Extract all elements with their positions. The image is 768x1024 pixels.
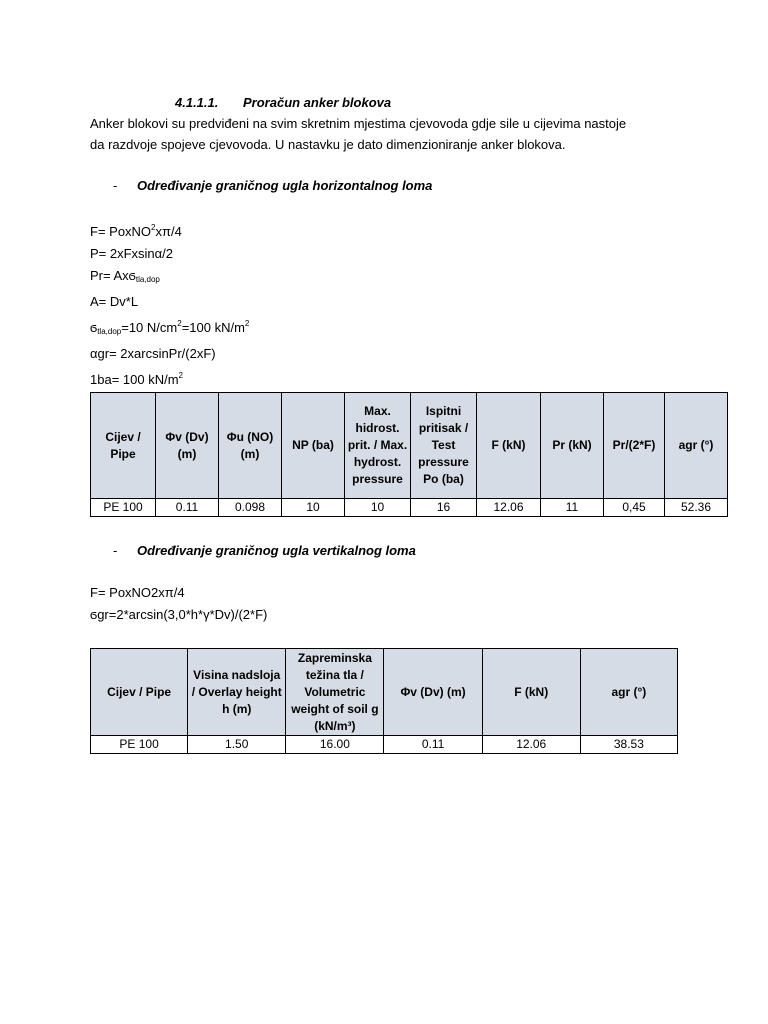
formula-sigma: $ϭ_{tla,dop}=10$ $N/cm^2=100$ $kN/m^2$	[90, 319, 250, 336]
vertical-title: Određivanje graničnog ugla vertikalnog loma	[137, 543, 416, 558]
table-header: Φu (NO) (m)	[219, 393, 282, 499]
table-header: Pr (kN)	[541, 393, 604, 499]
table-cell: 10	[345, 499, 411, 517]
table-row	[91, 499, 728, 517]
table-header-row	[91, 649, 678, 736]
formula-f: F= PoxNO$^2$xπ/4	[90, 223, 182, 239]
table-cell: 16	[411, 499, 477, 517]
table-cell: 52.36	[665, 499, 728, 517]
table-cell: 12.06	[477, 499, 541, 517]
table-cell: 16.00	[286, 736, 384, 754]
table-header: Φv (Dv) (m)	[384, 649, 482, 736]
horizontal-subheading	[113, 178, 432, 193]
bullet-dash: -	[113, 543, 118, 558]
intro-line-2: da razdvoje spojeve cjevovoda. U nastavku je dato dimenzioniranje anker blokova.	[90, 137, 566, 152]
table-cell: 38.53	[580, 736, 677, 754]
table-header: F (kN)	[477, 393, 541, 499]
bullet-dash: -	[113, 178, 118, 193]
section-title: Proračun anker blokova	[243, 95, 392, 110]
table-cell: 0.11	[156, 499, 219, 517]
table-header: Visina nadsloja / Overlay height h (m)	[188, 649, 286, 736]
section-heading	[175, 95, 391, 110]
table-header: agr (°)	[580, 649, 677, 736]
vertical-formulas	[90, 582, 267, 626]
table-cell: 12.06	[482, 736, 580, 754]
formula-pr: Pr= Axϭ$_{tla,dop}$	[90, 268, 160, 284]
table-cell: 0.11	[384, 736, 482, 754]
formula-ba: 1ba= 100 $kN/m^2$	[90, 371, 183, 387]
table-header: Cijev / Pipe	[91, 649, 188, 736]
horizontal-table	[90, 392, 728, 517]
formula-p: P= 2xFxsinα/2	[90, 246, 174, 261]
table-header: Cijev / Pipe	[91, 393, 156, 499]
table-header: agr (°)	[665, 393, 728, 499]
table-header: Ispitni pritisak / Test pressure Po (ba)	[411, 393, 477, 499]
horizontal-formulas	[90, 217, 249, 391]
table-cell: PE 100	[91, 736, 188, 754]
horizontal-title: Određivanje graničnog ugla horizontalnog loma	[137, 178, 433, 193]
formula-alpha: αgr= 2xarcsinPr/(2xF)	[90, 346, 216, 361]
table-cell: PE 100	[91, 499, 156, 517]
table-row	[91, 736, 678, 754]
vertical-subheading	[113, 543, 416, 558]
formula-sigma-gr: ϭgr=2*arcsin(3,0*h*γ*Dv)/(2*F)	[90, 607, 268, 622]
intro-line-1: Anker blokovi su predviđeni na svim skretnim mjestima cjevovoda gdje sile u cijevima nastoje	[90, 116, 627, 131]
table-cell: 10	[282, 499, 345, 517]
table-header-row	[91, 393, 728, 499]
table-header: Zapreminska težina tla / Volumetric weight of soil g (kN/m³)	[286, 649, 384, 736]
table-cell: 0.098	[219, 499, 282, 517]
table-header: NP (ba)	[282, 393, 345, 499]
section-number: 4.1.1.1.	[175, 95, 219, 110]
table-header: F (kN)	[482, 649, 580, 736]
formula-f: F= PoxNO2xπ/4	[90, 585, 185, 600]
table-header: Φv (Dv) (m)	[156, 393, 219, 499]
table-header: Max. hidrost. prit. / Max. hydrost. pressure	[345, 393, 411, 499]
table-header: Pr/(2*F)	[604, 393, 665, 499]
vertical-table	[90, 648, 678, 754]
intro-paragraph	[90, 113, 690, 155]
table-cell: 1.50	[188, 736, 286, 754]
table-cell: 0,45	[604, 499, 665, 517]
formula-a: A= Dv*L	[90, 294, 139, 309]
table-cell: 11	[541, 499, 604, 517]
